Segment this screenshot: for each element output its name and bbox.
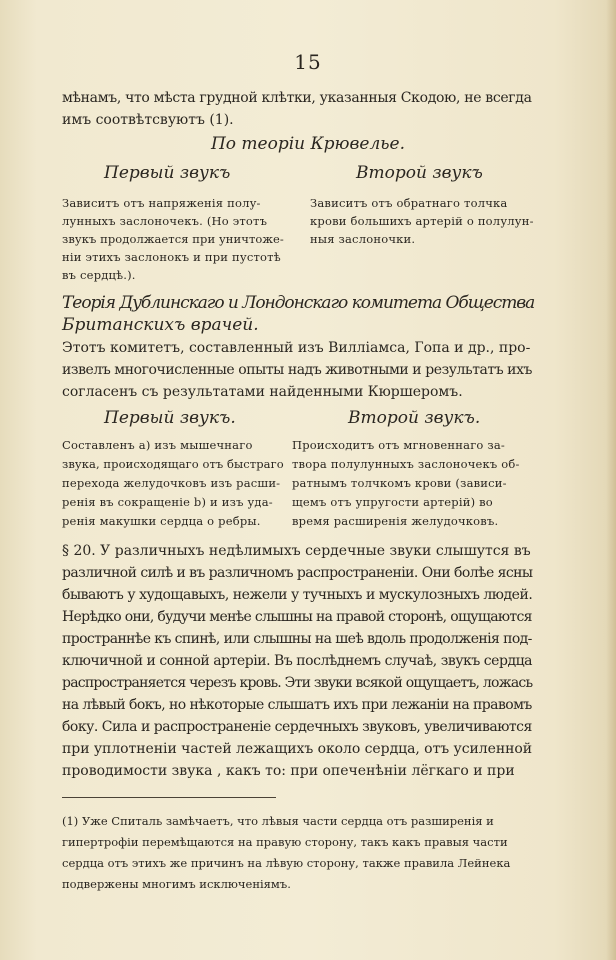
paragraph-20-line: ключичной и сонной артеріи. Въ послѣднемъ случаѣ, звукъ сердца: [62, 653, 533, 669]
footnote-line: сердца отъ этихъ же причинъ на лѣвую сторону, также правила Лейнека: [62, 856, 511, 870]
page-number: 15: [294, 50, 322, 74]
second-sound-line: Зависитъ отъ обратнаго толчка: [310, 196, 508, 210]
committee-title-line: Британскихъ врачей.: [62, 315, 259, 335]
second-sound-line-2: щемъ отъ упругости артерій) во: [292, 495, 493, 509]
second-sound-line-2: время расширенія желудочковъ.: [292, 514, 499, 528]
paragraph-20-line: на лѣвый бокъ, но нѣкоторые слышатъ ихъ при лежаніи на правомъ: [62, 697, 532, 713]
second-sound-heading: Второй звукъ: [356, 163, 483, 183]
first-sound-line-2: Составленъ а) изъ мышечнаго: [62, 438, 253, 452]
first-sound-line-2: перехода желудочковъ изъ расши-: [62, 476, 281, 490]
paragraph-20-line: Нерѣдко они, будучи менѣе слышны на правой сторонѣ, ощущаются: [62, 609, 532, 625]
second-sound-heading-2: Второй звукъ.: [348, 408, 481, 428]
first-sound-line: ніи этихъ заслонокъ и при пустотѣ: [62, 250, 281, 264]
first-sound-heading: Первый звукъ: [104, 163, 231, 183]
committee-text-line: Этотъ комитетъ, составленный изъ Вилліамса, Гопа и др., про-: [62, 340, 531, 356]
first-sound-line-2: звука, происходящаго отъ быстраго: [62, 457, 284, 471]
first-sound-line-2: ренія въ сокращеніе b) и изъ уда-: [62, 495, 273, 509]
paragraph-20-line: различной силѣ и въ различномъ распространеніи. Они болѣе ясны: [62, 565, 533, 581]
paragraph-20-line: боку. Сила и распространеніе сердечныхъ звуковъ, увеличиваются: [62, 719, 532, 735]
committee-text-line: извелъ многочисленные опыты надъ животными и результатъ ихъ: [62, 362, 532, 378]
first-sound-line: лунныхъ заслоночекъ. (Но этотъ: [62, 214, 268, 228]
paragraph-20-line: пространнѣе къ спинѣ, или слышны на шеѣ вдоль продолженія под-: [62, 631, 532, 647]
second-sound-line-2: твора полулунныхъ заслоночекъ об-: [292, 457, 520, 471]
footnote-rule: [62, 797, 276, 798]
second-sound-line: крови большихъ артерій о полулун-: [310, 214, 534, 228]
footnote-line: (1) Уже Спиталь замѣчаетъ, что лѣвыя части сердца отъ разширенія и: [62, 814, 494, 828]
committee-text-line: согласенъ съ результатами найденными Кюршеромъ.: [62, 384, 463, 400]
footnote-line: подвержены многимъ исключеніямъ.: [62, 877, 291, 891]
second-sound-line-2: ратнымъ толчкомъ крови (зависи-: [292, 476, 507, 490]
footnote-line: гипертрофіи перемѣщаются на правую сторону, такъ какъ правыя части: [62, 835, 508, 849]
first-sound-line: звукъ продолжается при уничтоже-: [62, 232, 284, 246]
intro-line: мѣнамъ, что мѣста грудной клѣтки, указанныя Скодою, не всегда: [62, 90, 532, 106]
paragraph-20-line: распространяется черезъ кровь. Эти звуки всякой ощущаетъ, ложась: [62, 675, 533, 691]
second-sound-line: ныя заслоночки.: [310, 232, 416, 246]
paragraph-20-line: § 20. У различныхъ недѣлимыхъ сердечные звуки слышутся въ: [62, 543, 531, 559]
first-sound-line-2: ренія макушки сердца о ребры.: [62, 514, 261, 528]
section-heading-cruveilhier: По теоріи Крювелье.: [210, 134, 406, 154]
first-sound-line: Зависитъ отъ напряженія полу-: [62, 196, 261, 210]
first-sound-heading-2: Первый звукъ.: [104, 408, 236, 428]
intro-line: имъ соотвѣтсвуютъ (1).: [62, 112, 234, 128]
paragraph-20-line: проводимости звука , какъ то: при опеченѣніи лёгкаго и при: [62, 763, 515, 779]
paragraph-20-line: при уплотненіи частей лежащихъ около сердца, отъ усиленной: [62, 741, 533, 757]
second-sound-line-2: Происходитъ отъ мгновеннаго за-: [292, 438, 506, 452]
paragraph-20-line: бываютъ у худощавыхъ, нежели у тучныхъ и мускулозныхъ людей.: [62, 587, 533, 603]
first-sound-line: въ сердцѣ.).: [62, 268, 136, 282]
committee-title-line: Теорія Дублинскаго и Лондонскаго комитета Общества: [62, 293, 535, 313]
